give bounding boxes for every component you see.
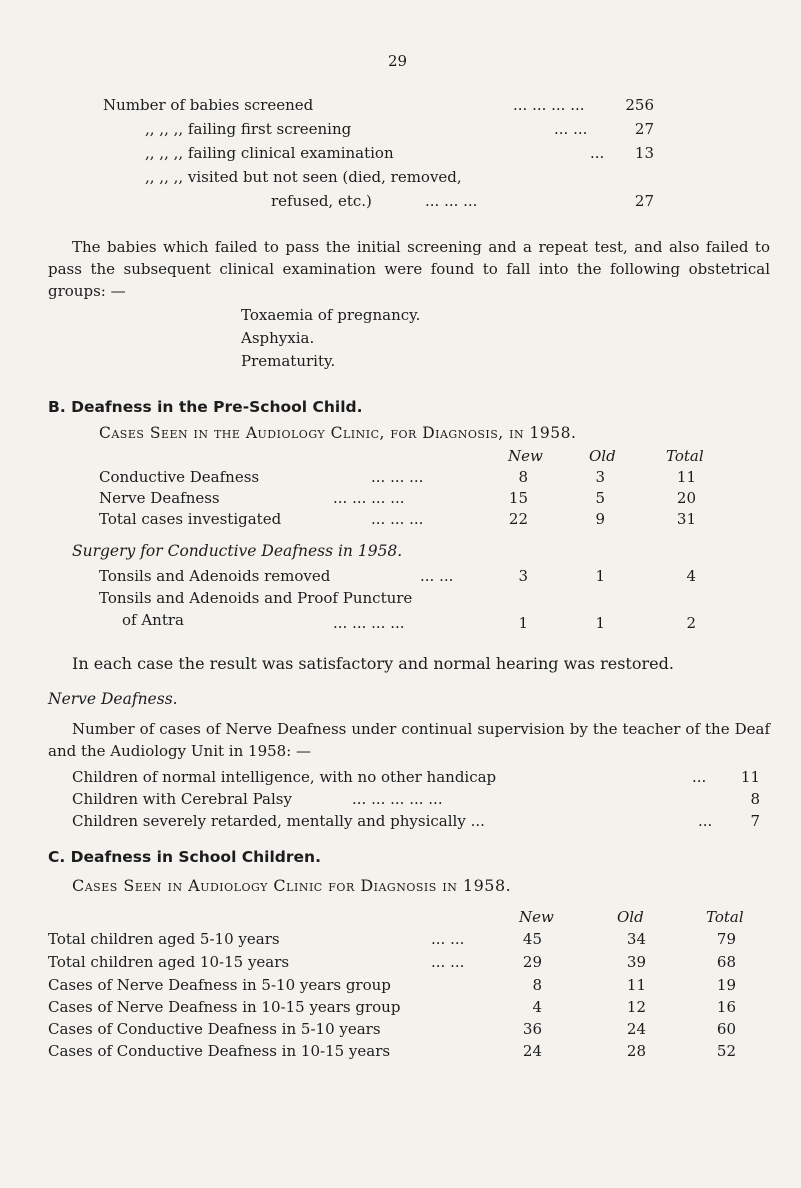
leader-dots: ... ... ... <box>371 510 424 528</box>
cell-old: 5 <box>595 489 605 507</box>
row-label: Children with Cerebral Palsy <box>72 790 292 808</box>
nerve-paragraph: Number of cases of Nerve Deafness under continual supervision by the teacher of the Deaf and the Audiology Unit in 1958: — <box>48 720 770 760</box>
col-header-old: Old <box>617 908 644 926</box>
col-header-old: Old <box>589 447 616 465</box>
screening-label: refused, etc.) <box>271 192 372 210</box>
cell-new: 3 <box>518 567 528 585</box>
screening-label: Number of babies screened <box>103 96 314 114</box>
cell-total: 4 <box>686 567 696 585</box>
section-b-heading: B. Deafness in the Pre-School Child. <box>48 398 363 416</box>
cell-old: 12 <box>626 998 646 1016</box>
leader-dots: ... <box>692 768 707 786</box>
leader-dots: ... ... ... ... <box>333 614 405 632</box>
cell-total: 31 <box>676 510 696 528</box>
row-label: Tonsils and Adenoids removed <box>99 567 331 585</box>
screening-label: ,, ,, ,, failing first screening <box>145 120 352 138</box>
cell-total: 79 <box>716 930 736 948</box>
group-item: Asphyxia. <box>241 329 315 347</box>
group-item: Prematurity. <box>241 352 336 370</box>
cell-new: 4 <box>532 998 542 1016</box>
cell-new: 1 <box>518 614 528 632</box>
leader-dots: ... ... <box>431 930 465 948</box>
screening-value: 27 <box>634 192 654 210</box>
cell-new: 22 <box>508 510 528 528</box>
row-label: of Antra <box>122 611 184 629</box>
cell-new: 15 <box>508 489 528 507</box>
intro-paragraph: The babies which failed to pass the initial screening and a repeat test, and also failed to pass the subsequent clinical examination were found to fall into the following obstetrical groups: — <box>48 238 770 300</box>
row-label: Cases of Conductive Deafness in 5-10 years <box>48 1020 381 1038</box>
col-header-new: New <box>508 447 543 465</box>
cell-total: 68 <box>716 953 736 971</box>
row-label: Total children aged 5-10 years <box>48 930 280 948</box>
cell-new: 36 <box>522 1020 542 1038</box>
leader-dots: ... ... ... <box>371 468 424 486</box>
row-label: Total cases investigated <box>99 510 282 528</box>
nerve-heading: Nerve Deafness. <box>48 690 178 708</box>
result-sentence: In each case the result was satisfactory and normal hearing was restored. <box>72 654 674 673</box>
leader-dots: ... ... <box>431 953 465 971</box>
leader-dots: ... ... ... ... ... <box>352 790 443 808</box>
surgery-heading: Surgery for Conductive Deafness in 1958. <box>72 542 403 560</box>
cell-old: 24 <box>626 1020 646 1038</box>
screening-value: 256 <box>625 96 654 114</box>
col-header-total: Total <box>706 908 744 926</box>
leader-dots: ... ... <box>554 120 588 138</box>
cell-total: 19 <box>716 976 736 994</box>
page-number: 29 <box>388 52 408 70</box>
cell-value: 8 <box>750 790 760 808</box>
cell-value: 11 <box>740 768 760 786</box>
cell-old: 3 <box>595 468 605 486</box>
leader-dots: ... ... ... <box>425 192 478 210</box>
cell-total: 52 <box>716 1042 736 1060</box>
section-b-subheading: Cases Seen in the Audiology Clinic, for Diagnosis, in 1958. <box>99 424 577 442</box>
cell-new: 24 <box>522 1042 542 1060</box>
cell-new: 29 <box>522 953 542 971</box>
row-label: Cases of Conductive Deafness in 10-15 years <box>48 1042 391 1060</box>
cell-old: 39 <box>626 953 646 971</box>
cell-total: 11 <box>676 468 696 486</box>
cell-new: 8 <box>518 468 528 486</box>
row-label: Cases of Nerve Deafness in 10-15 years group <box>48 998 401 1016</box>
screening-value: 13 <box>634 144 654 162</box>
section-c-subheading: Cases Seen in Audiology Clinic for Diagnosis in 1958. <box>72 876 512 895</box>
cell-old: 34 <box>626 930 646 948</box>
leader-dots: ... <box>698 812 713 830</box>
cell-total: 16 <box>716 998 736 1016</box>
leader-dots: ... ... <box>420 567 454 585</box>
col-header-new: New <box>519 908 554 926</box>
screening-value: 27 <box>634 120 654 138</box>
cell-old: 28 <box>626 1042 646 1060</box>
row-label: Total children aged 10-15 years <box>48 953 290 971</box>
row-label: Tonsils and Adenoids and Proof Puncture <box>99 589 413 607</box>
cell-old: 9 <box>595 510 605 528</box>
cell-total: 60 <box>716 1020 736 1038</box>
cell-new: 45 <box>522 930 542 948</box>
row-label: Conductive Deafness <box>99 468 260 486</box>
cell-old: 1 <box>595 567 605 585</box>
row-label: Children of normal intelligence, with no other handicap <box>72 768 497 786</box>
leader-dots: ... ... ... ... <box>333 489 405 507</box>
screening-label: ,, ,, ,, failing clinical examination <box>145 144 394 162</box>
row-label: Cases of Nerve Deafness in 5-10 years group <box>48 976 391 994</box>
leader-dots: ... ... ... ... <box>513 96 585 114</box>
row-label: Nerve Deafness <box>99 489 220 507</box>
screening-label: ,, ,, ,, visited but not seen (died, removed, <box>145 168 462 186</box>
group-item: Toxaemia of pregnancy. <box>241 306 421 324</box>
col-header-total: Total <box>666 447 704 465</box>
row-label: Children severely retarded, mentally and physically ... <box>72 812 485 830</box>
cell-total: 2 <box>686 614 696 632</box>
section-c-heading: C. Deafness in School Children. <box>48 848 321 866</box>
cell-old: 1 <box>595 614 605 632</box>
cell-total: 20 <box>676 489 696 507</box>
cell-old: 11 <box>626 976 646 994</box>
leader-dots: ... <box>590 144 605 162</box>
cell-new: 8 <box>532 976 542 994</box>
cell-value: 7 <box>750 812 760 830</box>
